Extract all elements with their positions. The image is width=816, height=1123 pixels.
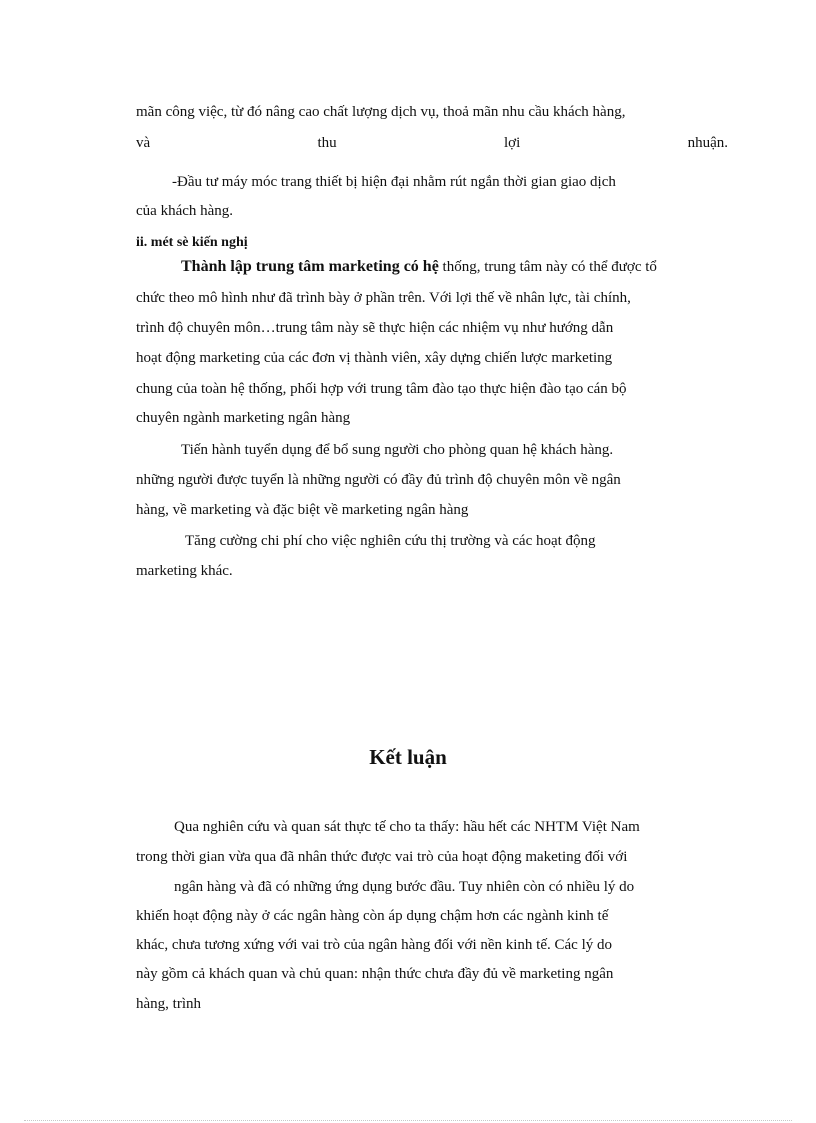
paragraph-continuation-line-1: mãn công việc, từ đó nâng cao chất lượng dịch vụ, thoả mãn nhu cầu khách hàng, (136, 104, 626, 120)
recommendation-1-line-5: chung của toàn hệ thống, phối hợp với trung tâm đào tạo thực hiện đào tạo cán bộ (136, 381, 627, 397)
recommendation-2-line-3: hàng, về marketing và đặc biệt về marketing ngân hàng (136, 502, 469, 518)
conclusion-line-5: khác, chưa tương xứng với vai trò của ngân hàng đối với nền kinh tế. Các lý do (136, 937, 612, 953)
recommendation-1-lead-rest: thống, trung tâm này có thể được tổ (438, 259, 657, 275)
invest-item-line-1: -Đầu tư máy móc trang thiết bị hiện đại nhằm rút ngắn thời gian giao dịch (172, 174, 616, 190)
conclusion-title: Kết luận (369, 745, 447, 769)
word: và (136, 135, 151, 151)
recommendation-1-bold-lead: Thành lập trung tâm marketing có hệ (181, 258, 439, 275)
recommendation-1-line-2: chức theo mô hình như đã trình bày ở phần trên. Với lợi thế về nhân lực, tài chính, (136, 290, 631, 306)
word: thu (317, 135, 337, 151)
recommendation-1-line-4: hoạt động marketing của các đơn vị thành viên, xây dựng chiến lược marketing (136, 350, 613, 366)
recommendation-2-line-2: những người được tuyển là những người có đầy đủ trình độ chuyên môn về ngân (136, 472, 621, 488)
invest-item-line-2: của khách hàng. (136, 203, 234, 219)
conclusion-line-3: ngân hàng và đã có những ứng dụng bước đầu. Tuy nhiên còn có nhiều lý do (174, 879, 635, 895)
conclusion-line-1: Qua nghiên cứu và quan sát thực tế cho ta thấy: hầu hết các NHTM Việt Nam (174, 819, 640, 835)
conclusion-line-7: hàng, trình (136, 996, 201, 1012)
conclusion-line-6: này gồm cả khách quan và chủ quan: nhận thức chưa đầy đủ về marketing ngân (136, 966, 614, 982)
recommendation-1-line-3: trình độ chuyên môn…trung tâm này sẽ thực hiện các nhiệm vụ như hướng dẫn (136, 320, 614, 336)
word: lợi (503, 135, 521, 151)
conclusion-line-4: khiến hoạt động này ở các ngân hàng còn áp dụng chậm hơn các ngành kinh tế (136, 908, 609, 924)
recommendation-3-line-2: marketing khác. (136, 563, 233, 579)
recommendation-3-line-1: Tăng cường chi phí cho việc nghiên cứu thị trường và các hoạt động (185, 533, 596, 549)
section-heading: ii. mét sè kiến nghị (136, 235, 248, 250)
paragraph-continuation-line-2 (136, 133, 728, 153)
conclusion-line-2: trong thời gian vừa qua đã nhân thức được vai trò của hoạt động maketing đối với (136, 849, 628, 865)
recommendation-1-line-1 (181, 257, 728, 277)
word: nhuận. (687, 135, 728, 151)
recommendation-1-line-6: chuyên ngành marketing ngân hàng (136, 410, 351, 426)
page-bottom-rule (24, 1120, 792, 1121)
recommendation-2-line-1: Tiến hành tuyển dụng để bổ sung người cho phòng quan hệ khách hàng. (181, 442, 614, 458)
